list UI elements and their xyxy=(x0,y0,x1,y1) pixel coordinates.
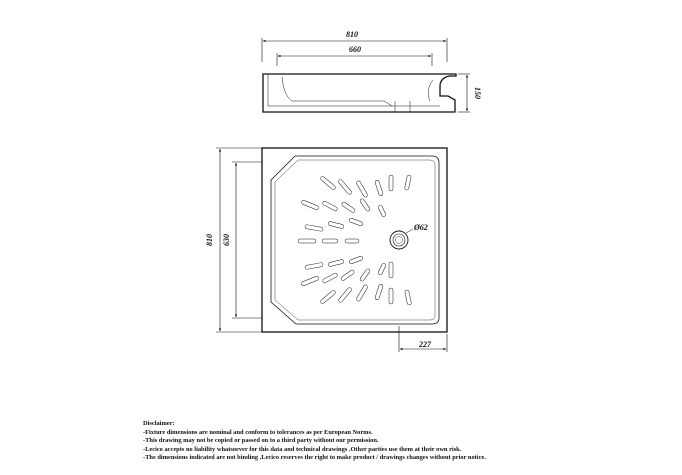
side-view xyxy=(262,30,482,112)
overall-width-label: 810 xyxy=(346,30,358,39)
inner-depth-label: 630 xyxy=(222,234,231,246)
height-dimension xyxy=(458,74,482,112)
disclaimer-line: -Lecico accepts no liability whatsoever for this data and technical drawings .Other parties use them at their own risk. xyxy=(143,445,462,453)
drain-diameter-label: Ø62 xyxy=(414,223,428,232)
disclaimer-title: Disclaimer: xyxy=(143,420,175,427)
disclaimer xyxy=(143,420,678,463)
overall-depth-dimension xyxy=(205,148,262,332)
inner-depth-dimension xyxy=(222,162,268,318)
inner-width-dimension xyxy=(277,45,432,66)
top-view xyxy=(205,148,447,352)
tray-profile xyxy=(263,74,456,112)
inner-width-label: 660 xyxy=(349,45,361,54)
height-label: 150 xyxy=(473,87,482,99)
drain-offset-label: 227 xyxy=(419,340,431,349)
overall-depth-label: 810 xyxy=(205,234,214,246)
disclaimer-line: -This drawing may not be copied or passed on to a third party without our permission. xyxy=(143,437,379,445)
disclaimer-line: -Fixture dimensions are nominal and conform to tolerances as per European Norms. xyxy=(143,428,373,436)
disclaimer-line: -The dimensions indicated are not binding ,Lecico reserves the right to make product / drawings changes without prior notice. xyxy=(143,454,486,462)
